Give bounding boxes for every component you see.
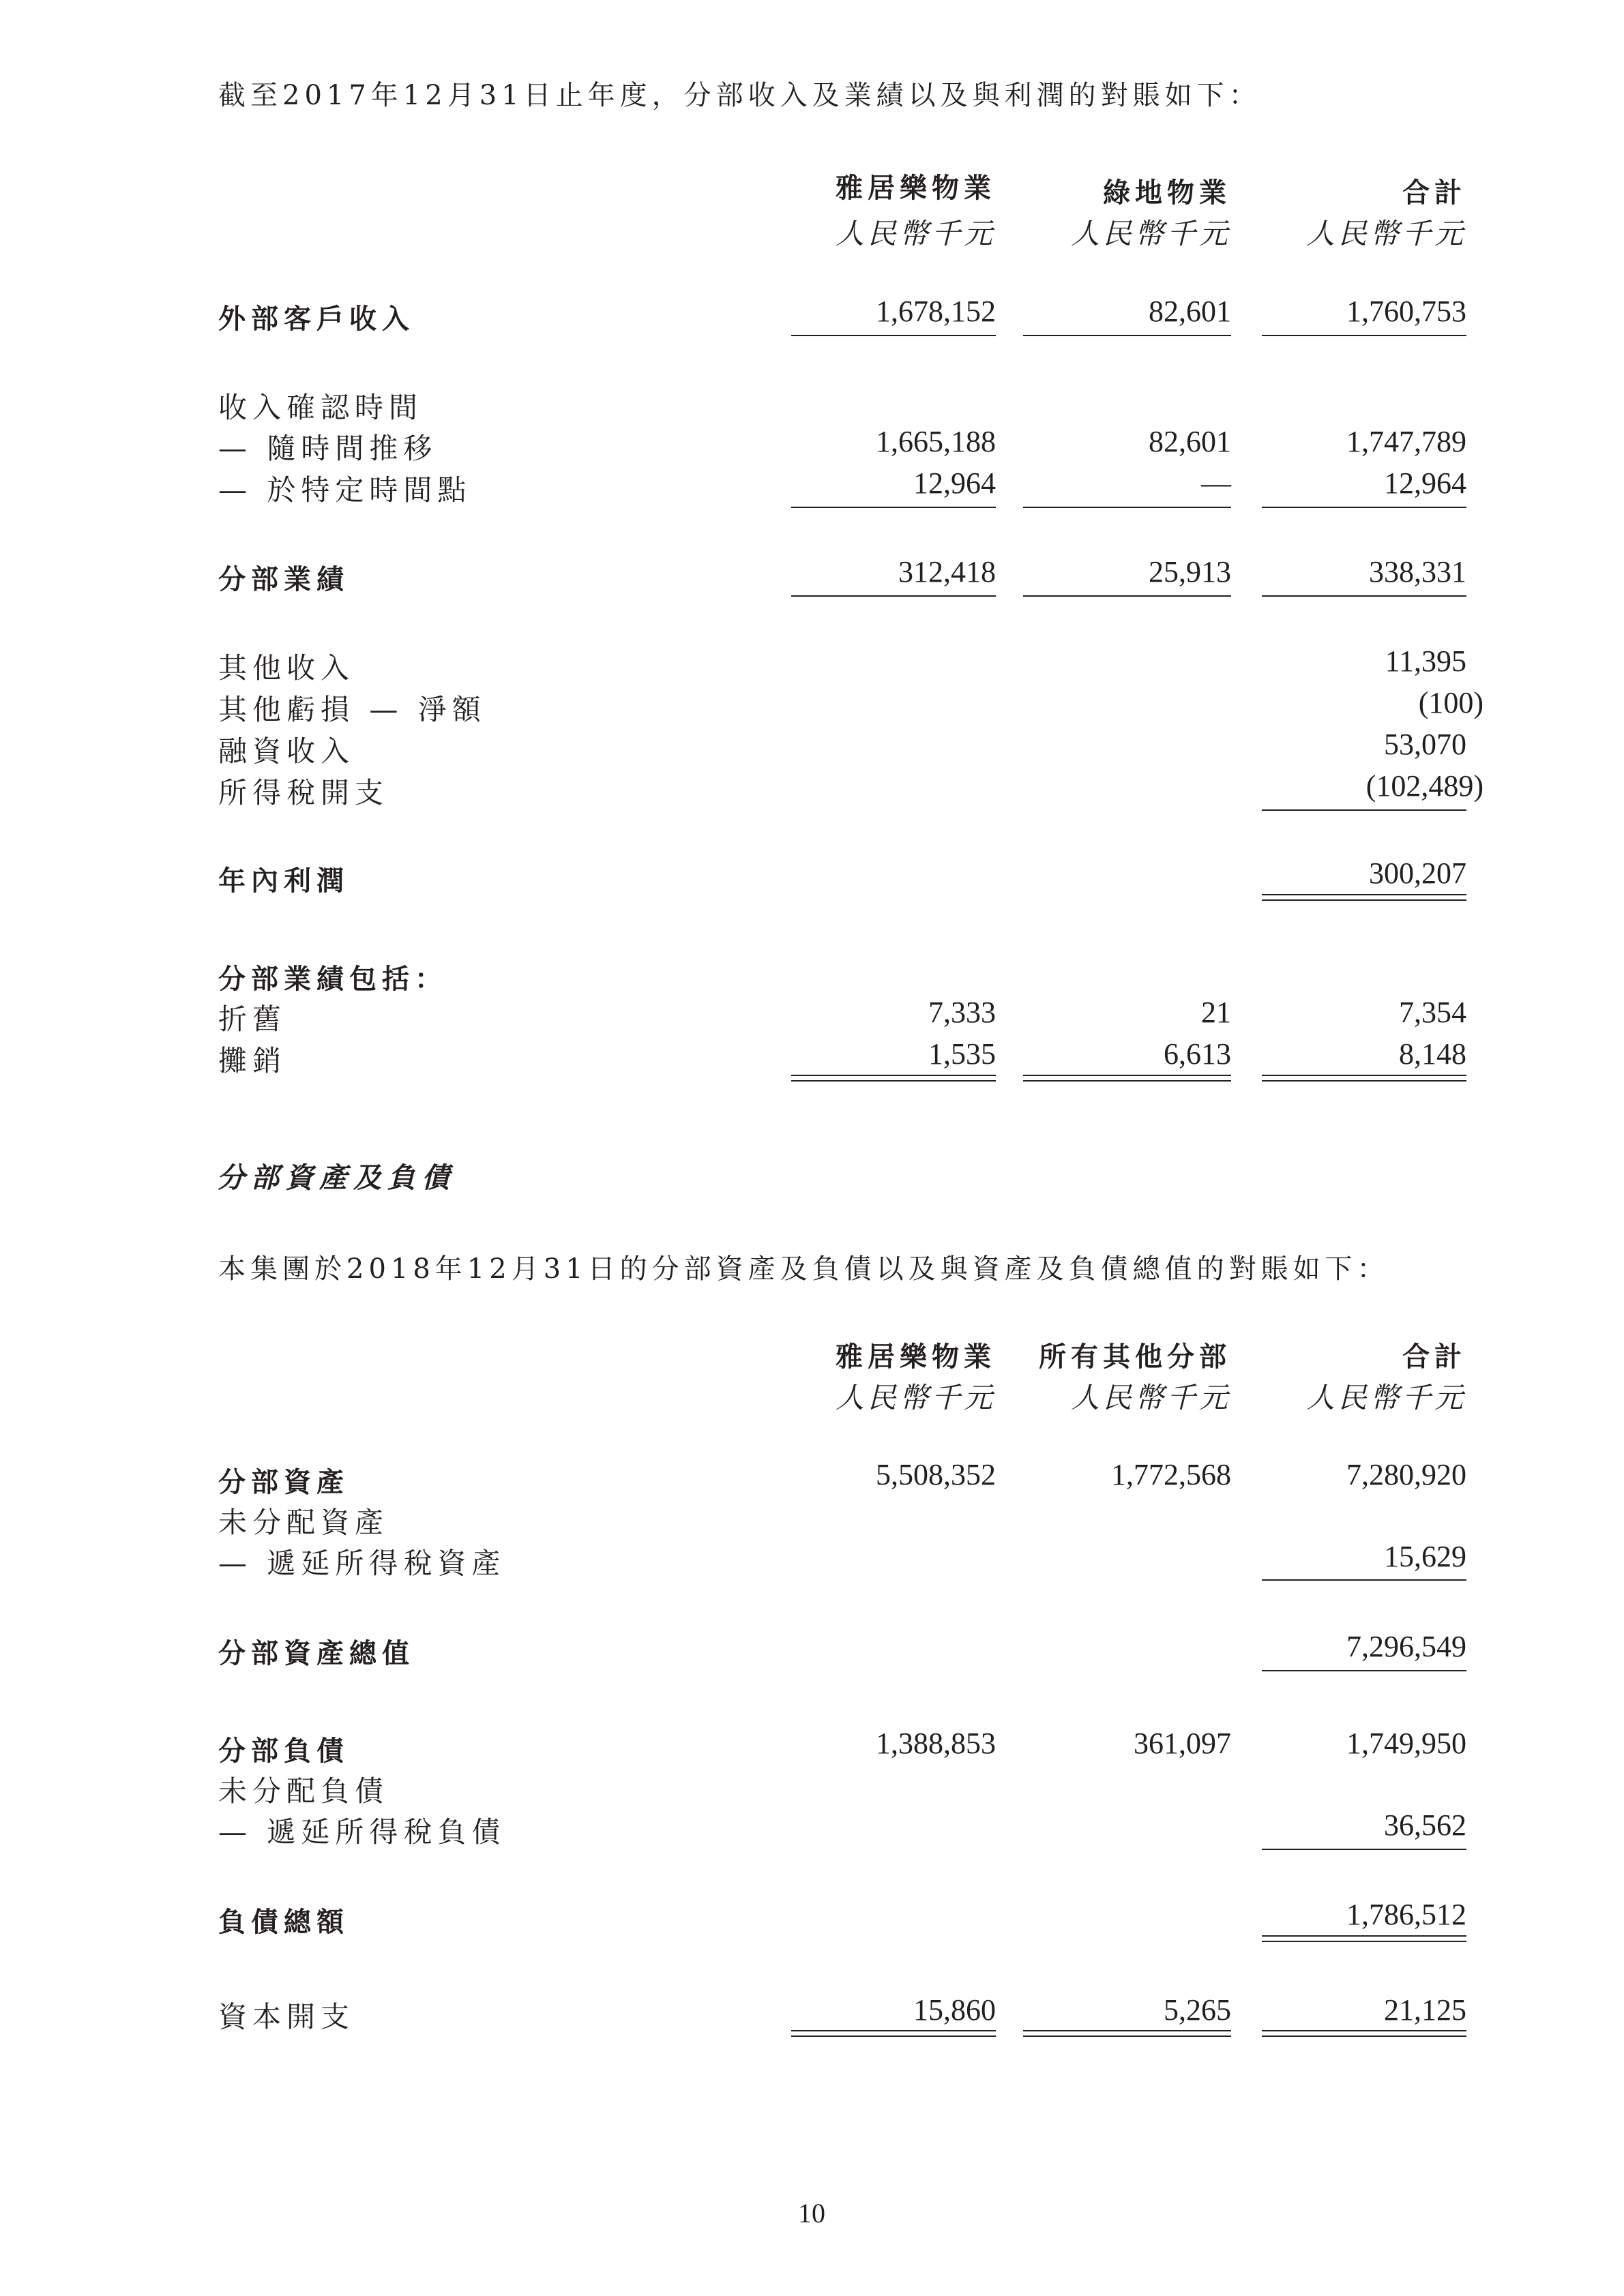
cell-value: 1,665,188	[876, 425, 996, 458]
column-unit: 人民幣千元	[1070, 217, 1231, 250]
double-underline	[791, 2036, 996, 2037]
cell-value: 1,786,512	[1346, 1898, 1466, 1931]
cell-value: 25,913	[1149, 555, 1231, 588]
cell-value: 82,601	[1149, 295, 1231, 328]
cell-value: 1,747,789	[1346, 425, 1466, 458]
column-header-agile: 雅居樂物業	[836, 173, 996, 204]
row-label-profit-for-year: 年內利潤	[218, 865, 349, 897]
intro-paragraph-2017: 截至2017年12月31日止年度，分部收入及業績以及與利潤的對賬如下：	[218, 80, 1261, 111]
cell-value: 12,964	[1384, 466, 1466, 500]
underline	[1262, 335, 1466, 336]
row-label-total-liabilities: 負債總額	[218, 1907, 349, 1938]
column-unit: 人民幣千元	[835, 1381, 996, 1414]
row-label-amortisation: 攤銷	[218, 1044, 287, 1077]
underline	[1262, 507, 1466, 508]
double-underline	[1262, 2030, 1466, 2031]
double-underline	[1023, 1075, 1231, 1076]
double-underline	[1262, 899, 1466, 901]
cell-value: 7,296,549	[1346, 1630, 1466, 1663]
column-header-other-segments: 所有其他分部	[1039, 1341, 1231, 1373]
column-header-total: 合計	[1402, 177, 1466, 209]
underline	[791, 595, 996, 597]
row-label-timing: 收入確認時間	[218, 391, 424, 424]
cell-value: (102,489)	[1365, 769, 1483, 803]
row-label-total-assets: 分部資產總值	[218, 1638, 415, 1669]
page-number: 10	[798, 2198, 825, 2228]
row-label-over-time: — 隨時間推移	[218, 432, 438, 465]
row-label-segment-assets: 分部資產	[218, 1467, 349, 1498]
column-header-greenland: 綠地物業	[1103, 177, 1231, 209]
column-unit: 人民幣千元	[835, 217, 996, 250]
row-label-unallocated-liabilities: 未分配負債	[218, 1774, 389, 1808]
cell-value: 6,613	[1164, 1037, 1231, 1071]
double-underline	[1262, 1080, 1466, 1082]
column-unit: 人民幣千元	[1305, 217, 1466, 250]
cell-value: 5,265	[1164, 1993, 1231, 2027]
underline	[1023, 507, 1231, 508]
cell-value: 1,678,152	[876, 295, 996, 328]
double-underline	[1262, 1075, 1466, 1076]
underline	[1262, 1670, 1466, 1671]
cell-value: (100)	[1418, 686, 1483, 719]
row-label-unallocated-assets: 未分配資產	[218, 1506, 389, 1539]
underline	[1023, 335, 1231, 336]
cell-value: 312,418	[898, 555, 996, 588]
double-underline	[1262, 1935, 1466, 1937]
double-underline	[791, 1080, 996, 1082]
underline	[1262, 595, 1466, 597]
double-underline	[1262, 2036, 1466, 2037]
cell-value: —	[1201, 466, 1231, 500]
row-label-included-header: 分部業績包括：	[218, 964, 447, 995]
cell-value: 21	[1201, 996, 1231, 1029]
row-label-finance-income: 融資收入	[218, 734, 355, 768]
underline	[1262, 809, 1466, 811]
cell-value: 5,508,352	[876, 1458, 996, 1491]
cell-value: 1,388,853	[876, 1727, 996, 1760]
underline	[791, 335, 996, 336]
row-label-depreciation: 折舊	[218, 1002, 287, 1036]
row-label-point-in-time: — 於特定時間點	[218, 473, 472, 507]
double-underline	[1262, 1941, 1466, 1942]
underline	[1023, 595, 1231, 597]
cell-value: 300,207	[1369, 856, 1466, 890]
row-label-other-income: 其他收入	[218, 651, 355, 685]
cell-value: 1,760,753	[1346, 295, 1466, 328]
cell-value: 7,333	[928, 996, 996, 1029]
double-underline	[1023, 2036, 1231, 2037]
cell-value: 36,562	[1384, 1808, 1466, 1842]
row-label-income-tax: 所得稅開支	[218, 776, 389, 809]
double-underline	[1262, 894, 1466, 895]
cell-value: 82,601	[1149, 425, 1231, 458]
cell-value: 53,070	[1384, 728, 1466, 761]
row-label-external-revenue: 外部客戶收入	[218, 303, 415, 335]
column-header-agile: 雅居樂物業	[836, 1341, 996, 1373]
cell-value: 7,280,920	[1346, 1458, 1466, 1491]
double-underline	[1023, 1080, 1231, 1082]
underline	[1262, 1849, 1466, 1850]
cell-value: 12,964	[913, 466, 996, 500]
cell-value: 8,148	[1399, 1037, 1466, 1071]
cell-value: 11,395	[1385, 644, 1466, 678]
row-label-deferred-tax-assets: — 遞延所得稅資產	[218, 1547, 506, 1580]
row-label-segment-results: 分部業績	[218, 564, 349, 595]
row-label-deferred-tax-liabilities: — 遞延所得稅負債	[218, 1815, 506, 1849]
cell-value: 1,749,950	[1346, 1727, 1466, 1760]
double-underline	[1023, 2030, 1231, 2031]
double-underline	[791, 2030, 996, 2031]
column-header-total: 合計	[1402, 1341, 1466, 1373]
cell-value: 21,125	[1384, 1993, 1466, 2027]
column-unit: 人民幣千元	[1070, 1381, 1231, 1414]
cell-value: 7,354	[1399, 996, 1466, 1029]
underline	[1262, 1579, 1466, 1581]
cell-value: 1,772,568	[1111, 1458, 1231, 1491]
cell-value: 15,860	[913, 1993, 996, 2027]
column-unit: 人民幣千元	[1305, 1381, 1466, 1414]
row-label-other-losses: 其他虧損 — 淨額	[218, 693, 486, 726]
cell-value: 361,097	[1134, 1727, 1231, 1760]
section-title-assets-liabilities: 分部資產及負債	[217, 1161, 456, 1194]
row-label-capex: 資本開支	[218, 2000, 355, 2033]
cell-value: 15,629	[1384, 1540, 1466, 1573]
double-underline	[791, 1075, 996, 1076]
intro-paragraph-2018: 本集團於2018年12月31日的分部資產及負債以及與資產及負債總值的對賬如下：	[218, 1253, 1389, 1285]
cell-value: 1,535	[928, 1037, 996, 1071]
row-label-segment-liabilities: 分部負債	[218, 1735, 349, 1767]
cell-value: 338,331	[1369, 555, 1466, 588]
underline	[791, 507, 996, 508]
